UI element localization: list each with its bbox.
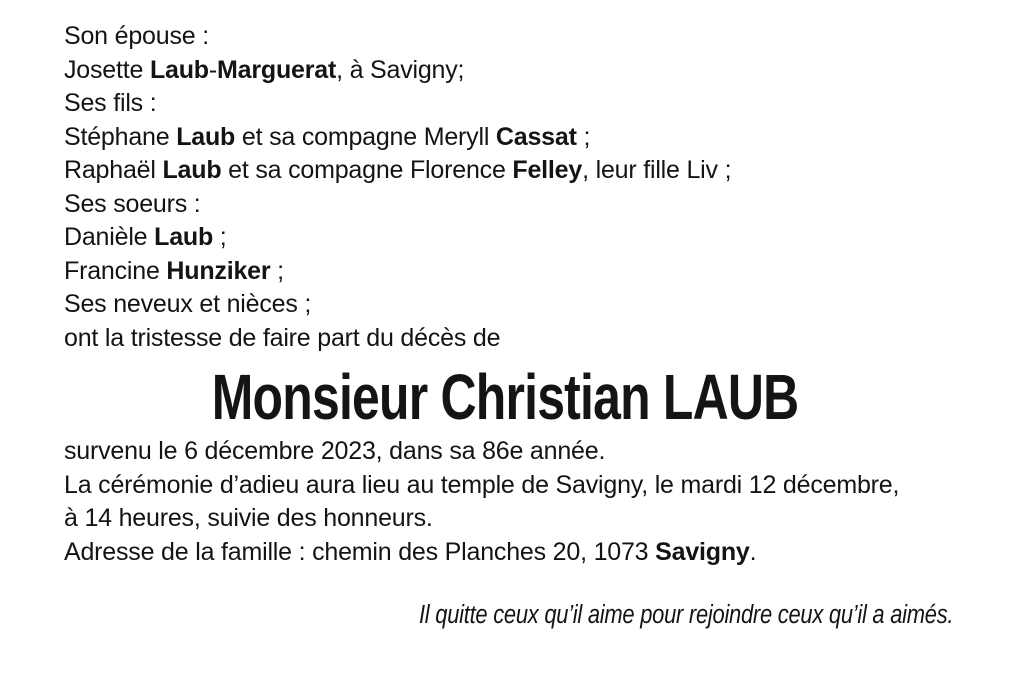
family-line-spouse-name [64, 54, 970, 88]
text-segment: Laub [149, 55, 209, 84]
family-line-spouse-label [64, 20, 970, 54]
text-segment: Laub [162, 156, 222, 184]
text-segment: Francine [64, 256, 167, 285]
text-segment: Felley [512, 156, 583, 184]
memorial-quote [0, 599, 1010, 633]
detail-line-ceremony [64, 469, 970, 503]
text-segment: Adresse de la famille : chemin des Planches 20, 1073 [64, 537, 656, 566]
ceremony-details-block [0, 435, 1010, 569]
announcement-line [64, 322, 970, 356]
text-segment: Stéphane [64, 122, 177, 151]
text-segment: Raphaël [64, 156, 163, 184]
family-line-sister-francine [64, 255, 970, 289]
text-segment: survenu le 6 décembre 2023, dans sa 86e année. [64, 437, 606, 465]
detail-line-family-address [64, 536, 970, 570]
family-line-son-stephane [64, 121, 970, 155]
text-segment: Laub [176, 122, 236, 151]
text-segment: , leur fille Liv ; [582, 156, 732, 184]
text-segment: Hunziker [166, 256, 271, 285]
detail-line-death-date [64, 435, 970, 469]
family-line-sons-label [64, 87, 970, 121]
text-segment: , à Savigny; [336, 55, 465, 84]
text-segment: ; [576, 122, 591, 151]
text-segment: Ses soeurs : [64, 189, 201, 218]
text-segment: Danièle [64, 223, 155, 251]
text-segment: Son épouse : [64, 22, 209, 50]
text-segment: Josette [64, 55, 150, 84]
text-segment: ; [213, 223, 227, 251]
family-line-sisters-label [64, 188, 970, 222]
text-segment: - [208, 55, 218, 84]
text-segment: Ses fils : [64, 89, 157, 117]
family-relations-block [0, 20, 1010, 355]
deceased-name-text: Monsieur Christian LAUB [211, 361, 799, 433]
family-line-son-raphael [64, 154, 970, 188]
detail-line-ceremony-time [64, 502, 970, 536]
deceased-name-title [0, 361, 1010, 433]
text-segment: et sa compagne Meryll [235, 122, 496, 151]
text-segment: ont la tristesse de faire part du décès de [64, 323, 501, 352]
text-segment: Ses neveux et nièces ; [64, 290, 312, 318]
text-segment: et sa compagne Florence [221, 156, 513, 184]
text-segment: . [749, 537, 757, 566]
text-segment: Laub [154, 223, 214, 251]
family-line-sister-daniele [64, 221, 970, 255]
text-segment: Cassat [495, 122, 577, 151]
text-segment: Marguerat [217, 55, 337, 84]
text-segment: à 14 heures, suivie des honneurs. [64, 504, 433, 532]
family-line-nephews-nieces [64, 288, 970, 322]
text-segment: La cérémonie d’adieu aura lieu au temple de Savigny, le mardi 12 décembre, [64, 470, 900, 499]
text-segment: ; [270, 256, 284, 285]
text-segment: Savigny [655, 537, 750, 566]
memorial-quote-text: Il quitte ceux qu’il aime pour rejoindre ceux qu’il a aimés. [418, 601, 953, 629]
